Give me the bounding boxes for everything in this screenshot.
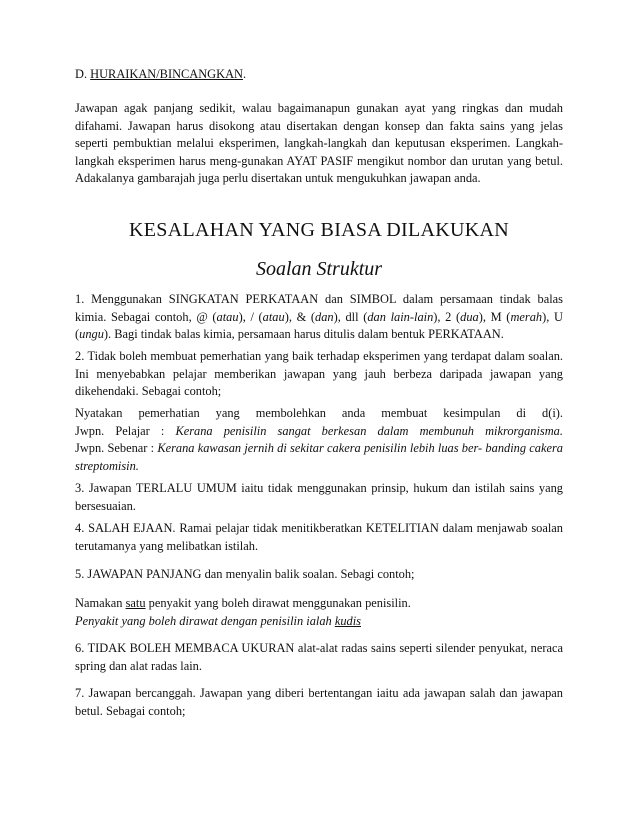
item-5: 5. JAWAPAN PANJANG dan menyalin balik soalan. Sebagi contoh;	[75, 567, 415, 581]
correct-answer-label: Jwpn. Sebenar :	[75, 441, 158, 456]
student-answer-text: Kerana penisilin sangat berkesan dalam membunuh mikrorganisma.	[175, 423, 563, 438]
item-2-example	[75, 405, 563, 475]
item-1-text: ), & (	[284, 309, 316, 324]
item-3: 3. Jawapan TERLALU UMUM iaitu tidak menggunakan prinsip, hukum dan istilah sains yang bersesuaian.	[75, 481, 563, 513]
example-question	[75, 595, 563, 613]
page-subheading: Soalan Struktur	[255, 258, 383, 280]
item-1-text: ), M (	[478, 309, 511, 324]
item-1-text: ), U (	[75, 309, 563, 342]
page-heading: KESALAHAN YANG BIASA DILAKUKAN	[129, 219, 509, 241]
section-d-suffix: .	[242, 67, 247, 81]
item-1-italic: atau	[262, 309, 285, 324]
item-1-text: ), / (	[238, 309, 263, 324]
answer-underlined: kudis	[334, 613, 361, 628]
correct-answer-text: Kerana kawasan jernih di sekitar cakera penisilin lebih luas ber- banding cakera streptomisin.	[75, 441, 563, 473]
item-1	[75, 291, 563, 344]
intro-paragraph: Jawapan agak panjang sedikit, walau bagaimanapun gunakan ayat yang ringkas dan mudah difahami. Jawapan harus disokong atau disertakan dengan konsep dan fakta sains yang jelas seperti pembuktian melalui eksperimen, langkah-langkah dan keputusan eksperimen. Langkah-langkah eksperimen harus meng-gunakan AYAT PASIF mengikut nombor dan urutan yang betul. Adakalanya gambarajah juga perlu disertakan untuk mengukuhkan jawapan anda.	[75, 101, 563, 186]
section-d-prefix: D.	[75, 67, 91, 81]
student-answer	[75, 423, 563, 441]
item-1-text: ), 2 (	[433, 309, 461, 324]
item-1-italic: merah	[510, 309, 543, 324]
section-d-title: HURAIKAN/BINCANGKAN	[90, 67, 243, 81]
item-5-example	[75, 595, 563, 630]
question-text: Namakan	[75, 596, 126, 610]
item-1-text: ). Bagi tindak balas kimia, persamaan harus ditulis dalam bentuk PERKATAAN.	[103, 327, 504, 342]
item-1-text: 1. Menggunakan SINGKATAN PERKATAAN dan SIMBOL dalam persamaan tindak balas kimia. Sebagai contoh, @ (	[75, 292, 563, 324]
item-2: 2. Tidak boleh membuat pemerhatian yang baik terhadap eksperimen yang terdapat dalam soalan. Ini menyebabkan pelajar memberikan jawapan yang jauh berbeza daripada jawapan yang dikehendaki. Sebagai contoh;	[75, 349, 563, 399]
question-underlined: satu	[125, 596, 146, 610]
question-text: penyakit yang boleh dirawat menggunakan penisilin.	[145, 596, 411, 610]
example-answer	[75, 613, 563, 631]
item-6: 6. TIDAK BOLEH MEMBACA UKURAN alat-alat radas sains seperti silender penyukat, neraca spring dan alat radas lain.	[75, 641, 563, 673]
item-4: 4. SALAH EJAAN. Ramai pelajar tidak menitikberatkan KETELITIAN dalam menjawab soalan terutamanya yang melibatkan istilah.	[75, 521, 563, 553]
answer-text: Penyakit yang boleh dirawat dengan penisilin ialah	[75, 613, 335, 628]
item-1-italic: dan lain-lain	[367, 309, 434, 324]
item-1-italic: atau	[216, 309, 239, 324]
item-7: 7. Jawapan bercanggah. Jawapan yang diberi bertentangan iaitu ada jawapan salah dan jawapan betul. Sebagai contoh;	[75, 686, 563, 718]
item-1-text: ), dll (	[333, 309, 368, 324]
example-question: Nyatakan pemerhatian yang membolehkan anda membuat kesimpulan di d(i).	[75, 406, 563, 420]
correct-answer	[75, 440, 563, 475]
item-1-italic: ungu	[79, 327, 104, 342]
item-1-italic: dua	[460, 309, 479, 324]
item-1-italic: dan	[315, 309, 334, 324]
student-answer-label: Jwpn. Pelajar :	[75, 423, 176, 438]
section-d-heading	[75, 66, 563, 84]
